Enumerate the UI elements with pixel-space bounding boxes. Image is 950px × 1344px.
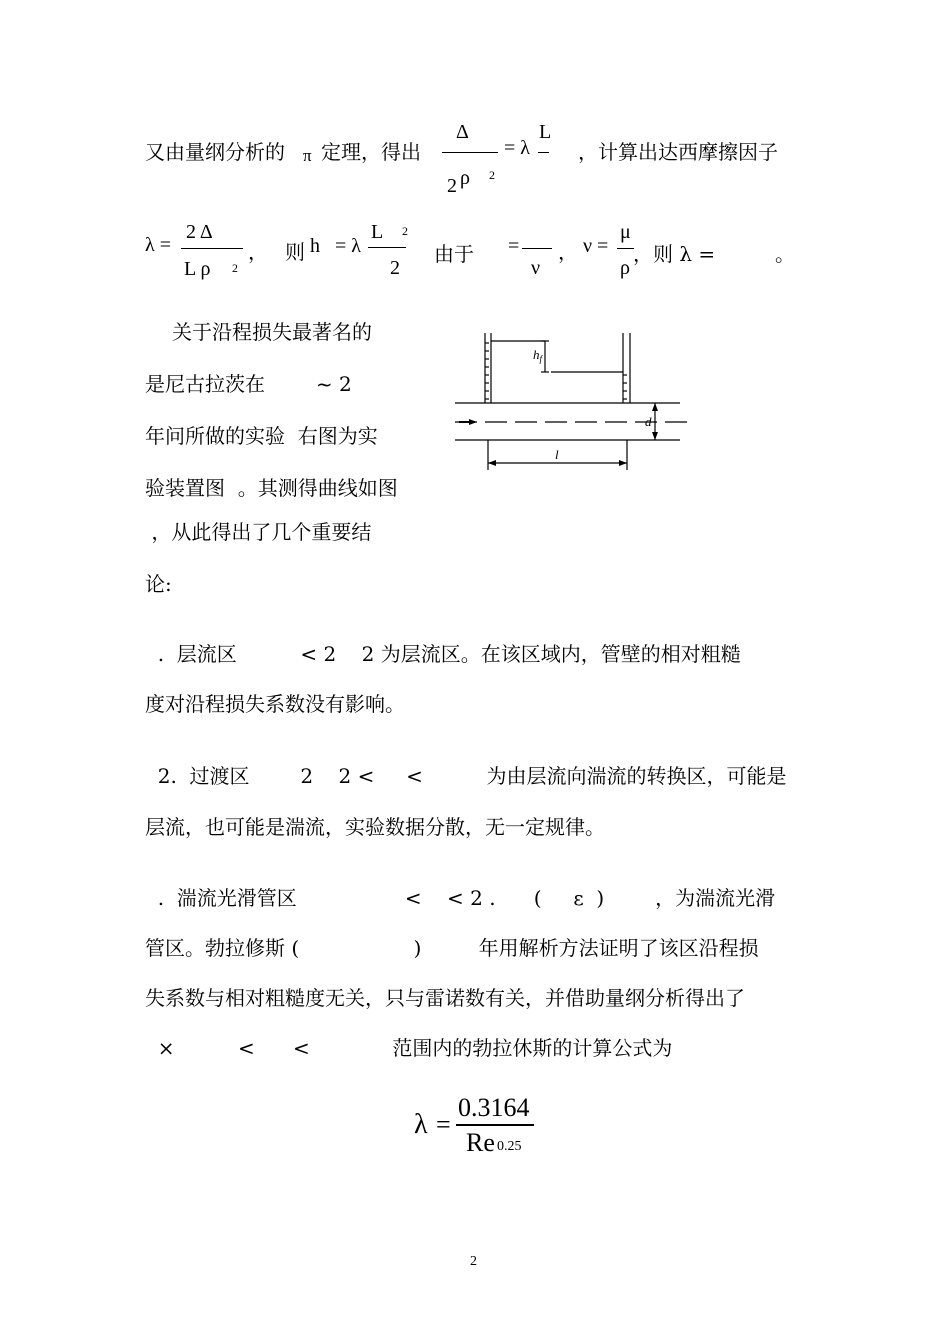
formula-denominator: Re bbox=[466, 1128, 495, 1157]
para3-line-3: 失系数与相对粗糙度无关，只与雷诺数有关，并借助量纲分析得出了 bbox=[145, 986, 745, 1010]
intro-line-6: 论: bbox=[145, 572, 172, 596]
para3-line-1: . 湍流光滑管区 < < 2 . ( ε ) ，为湍流光滑 bbox=[145, 886, 776, 910]
formula-eq: = bbox=[436, 1110, 451, 1139]
line1-suffix: ，计算出达西摩擦因子 bbox=[578, 140, 778, 164]
intro-line-2: 是尼古拉茨在 ~ 2 bbox=[145, 372, 352, 396]
line2-exp2: 2 bbox=[402, 224, 408, 238]
page-number: 2 bbox=[470, 1254, 477, 1269]
para3-line-2: 管区。勃拉修斯 ( ) 年用解析方法证明了该区沿程损 bbox=[145, 936, 759, 960]
para3-line-4: × < < 范围内的勃拉休斯的计算公式为 bbox=[145, 1036, 673, 1060]
formula-lambda: λ bbox=[414, 1109, 428, 1140]
line2-den-exp: 2 bbox=[232, 261, 238, 275]
line1-L-bar bbox=[538, 152, 549, 153]
formula-den-exp: 0.25 bbox=[497, 1139, 522, 1154]
line1-mid: 定理，得出 bbox=[321, 140, 421, 164]
line1-eq-lambda: = λ bbox=[504, 137, 530, 159]
line2-nu: ν bbox=[531, 257, 541, 279]
line2-then: 则 bbox=[285, 240, 305, 264]
line2-two: 2 bbox=[390, 257, 400, 279]
line2-L-bar bbox=[368, 247, 406, 248]
para2-line-2: 层流，也可能是湍流，实验数据分散，无一定规律。 bbox=[145, 815, 605, 839]
line2-comma1: ， bbox=[248, 240, 268, 264]
line2-lambda-eq: λ = bbox=[145, 234, 171, 256]
line2-mu: μ bbox=[620, 221, 631, 243]
line2-bar bbox=[181, 248, 243, 249]
intro-line-5: ，从此得出了几个重要结 bbox=[145, 520, 372, 544]
figure-label-hf: $h_f$ bbox=[533, 347, 543, 364]
formula-numerator: 0.3164 bbox=[458, 1093, 530, 1122]
fraction1-den-a: 2 bbox=[447, 175, 457, 197]
line2-h: h bbox=[310, 235, 320, 257]
figure-label-d: d bbox=[645, 414, 652, 429]
line1-prefix: 又由量纲分析的 bbox=[145, 140, 285, 164]
line2-eq: = bbox=[508, 235, 520, 257]
line2-mu-bar bbox=[617, 248, 634, 249]
line2-eq-lambda: = λ bbox=[335, 235, 361, 257]
formula-bar bbox=[456, 1124, 534, 1126]
intro-line-4: 验装置图 。其测得曲线如图 bbox=[145, 476, 398, 500]
fraction1-bar bbox=[442, 152, 498, 153]
fraction1-numerator: Δ bbox=[456, 121, 469, 143]
line2-period: 。 bbox=[775, 242, 795, 266]
line2-den-L: L ρ bbox=[184, 258, 211, 280]
figure-label-l: l bbox=[555, 447, 559, 462]
intro-line-1: 关于沿程损失最著名的 bbox=[172, 320, 372, 344]
line2-rho: ρ bbox=[620, 257, 630, 279]
intro-line-3: 年问所做的实验 右图为实 bbox=[145, 424, 378, 448]
fraction1-den-exp: 2 bbox=[489, 168, 495, 182]
line2-num: 2 Δ bbox=[186, 221, 213, 243]
line2-L: L bbox=[371, 221, 384, 243]
line1-L: L bbox=[539, 121, 552, 143]
nikuradse-apparatus-figure bbox=[455, 325, 695, 475]
line2-because: 由于 bbox=[434, 242, 474, 266]
para1-line-1: . 层流区 < 2 2 为层流区。在该区域内，管壁的相对粗糙 bbox=[145, 642, 741, 666]
para2-line-1: 2. 过渡区 2 2 < < 为由层流向湍流的转换区，可能是 bbox=[145, 764, 787, 788]
para1-line-2: 度对沿程损失系数没有影响。 bbox=[145, 692, 405, 716]
pi-symbol: π bbox=[303, 146, 312, 165]
line2-nu-bar bbox=[522, 248, 552, 249]
line2-nu-eq: ν = bbox=[583, 235, 609, 257]
fraction1-den-b: ρ bbox=[460, 167, 470, 189]
line2-comma2: ， bbox=[558, 240, 578, 264]
line2-then-lambda: ，则 λ = bbox=[633, 242, 716, 266]
